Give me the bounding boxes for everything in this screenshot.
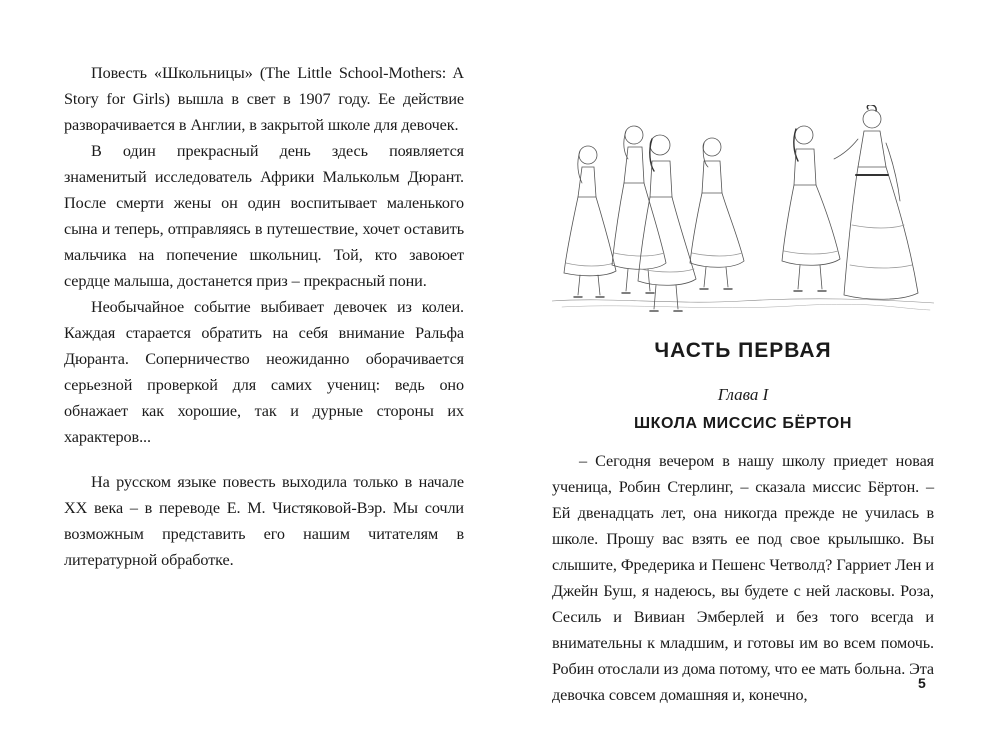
left-paragraph-1: Повесть «Школьницы» (The Little School-Mothers: A Story for Girls) вышла в свет в 1907 году. Ее действие разворачивается в Англии, в закрытой школе для девочек. — [64, 64, 464, 134]
left-paragraph-2: В один прекрасный день здесь появляется знаменитый исследователь Африки Малькольм Дюрант. После смерти жены он один воспитывает маленького сына и теперь, отправляясь в путешествие, хочет оставить мальчика на попечение школьниц. Той, кто завоюет сердце малыша, достанется приз – прекрасный пони. — [64, 142, 464, 290]
chapter-title: ШКОЛА МИССИС БЁРТОН — [634, 415, 852, 432]
page-number: 5 — [918, 675, 926, 691]
left-paragraph-3: Необычайное событие выбивает девочек из колеи. Каждая старается обратить на себя внимание Ральфа Дюранта. Соперничество неожиданно оборачивается серьезной проверкой для самих учениц: ведь оно обнажает как хорошие, так и дурные стороны их характеров... — [64, 298, 464, 446]
right-paragraph-1: – Сегодня вечером в нашу школу приедет новая ученица, Робин Стерлинг, – сказала миссис Бёртон. – Ей двенадцать лет, она никогда прежде не училась в школе. Прошу вас взять ее под свое крылышко. Вы слышите, Фредерика и Пешенс Четволд? Гарриет Лен и Джейн Буш, я надеюсь, вы будете с ней ласковы. Роза, Сесиль и Вивиан Эмберлей и без того всегда и внимательны к младшим, и готовы им во всем помочь. Робин отослали из дома потому, что ее мать больна. Эта девочка совсем домашняя и, конечно, — [552, 452, 934, 704]
chapter-label: Глава I — [717, 385, 769, 404]
part-title: ЧАСТЬ ПЕРВАЯ — [654, 339, 832, 362]
left-page — [64, 60, 464, 573]
girls-and-teacher-sketch-icon — [552, 105, 934, 317]
chapter-body — [552, 448, 934, 708]
left-paragraph-4: На русском языке повесть выходила только в начале XX века – в переводе Е. М. Чистяковой-Вэр. Мы сочли возможным представить его нашим читателям в литературной обработке. — [64, 473, 464, 569]
right-page — [552, 105, 934, 725]
